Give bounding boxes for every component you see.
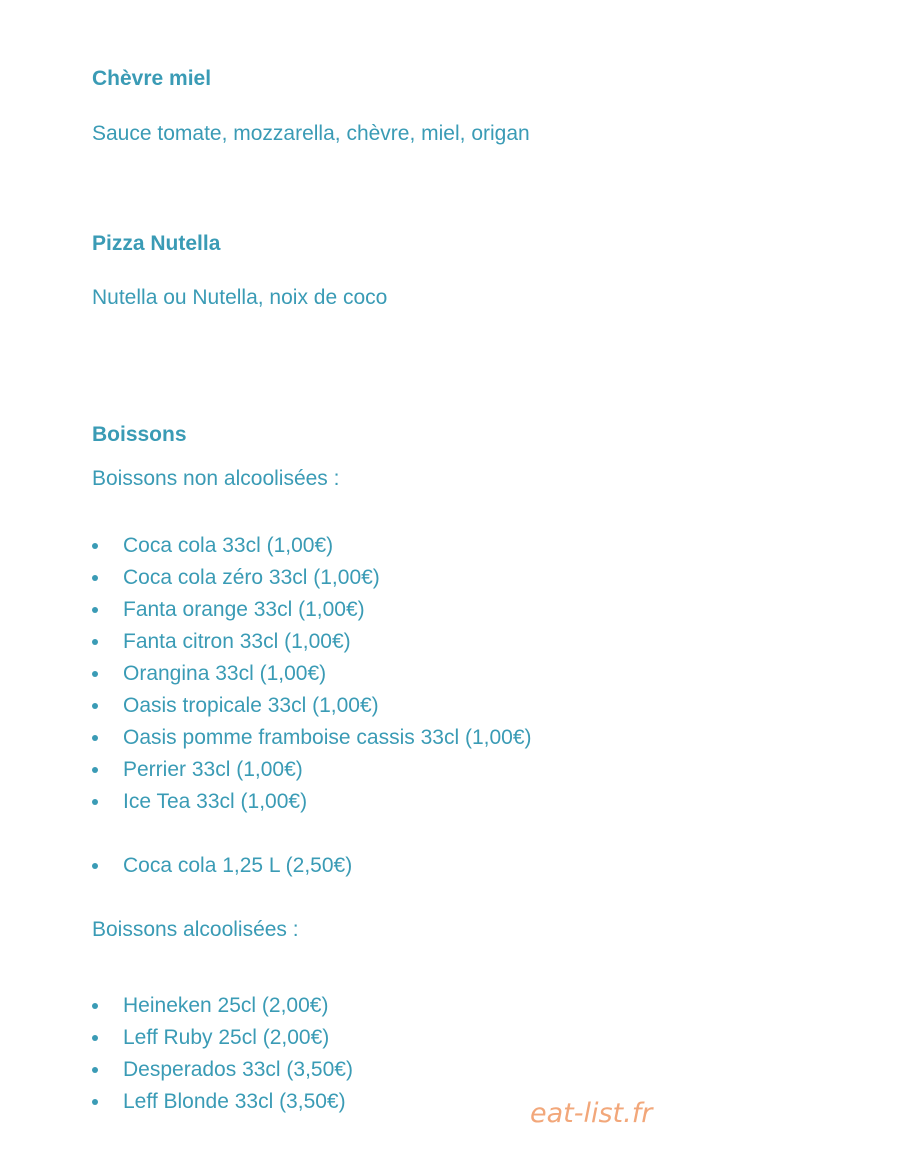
bullet-icon [92, 863, 98, 869]
list-item-label: Ice Tea 33cl (1,00€) [123, 790, 308, 813]
list-item [92, 786, 532, 818]
section-title-pizza-nutella: Pizza Nutella [92, 232, 221, 255]
list-item [92, 658, 532, 690]
list-item-label: Fanta citron 33cl (1,00€) [123, 630, 351, 653]
bullet-icon [92, 1067, 98, 1073]
bullet-icon [92, 1003, 98, 1009]
list-item-label: Oasis pomme framboise cassis 33cl (1,00€) [123, 726, 532, 749]
bullet-icon [92, 1099, 98, 1105]
section-title-chevre-miel: Chèvre miel [92, 67, 212, 90]
list-item [92, 1054, 353, 1086]
list-item-label: Coca cola 1,25 L (2,50€) [123, 854, 353, 877]
list-item-label: Fanta orange 33cl (1,00€) [123, 598, 365, 621]
section-description-chevre-miel: Sauce tomate, mozzarella, chèvre, miel, origan [92, 122, 530, 145]
list-item [92, 562, 532, 594]
list-item-label: Oasis tropicale 33cl (1,00€) [123, 694, 379, 717]
list-item-label: Desperados 33cl (3,50€) [123, 1058, 353, 1081]
bullet-icon [92, 639, 98, 645]
bullet-icon [92, 799, 98, 805]
list-item [92, 530, 532, 562]
bullet-icon [92, 607, 98, 613]
list-item [92, 594, 532, 626]
list-item-label: Perrier 33cl (1,00€) [123, 758, 303, 781]
non-alcoholic-label: Boissons non alcoolisées : [92, 467, 340, 490]
alcoholic-list [92, 990, 353, 1118]
section-title-boissons: Boissons [92, 423, 187, 446]
list-item [92, 990, 353, 1022]
list-item [92, 1022, 353, 1054]
list-item [92, 754, 532, 786]
list-item [92, 722, 532, 754]
bullet-icon [92, 735, 98, 741]
list-item [92, 626, 532, 658]
bullet-icon [92, 703, 98, 709]
list-item [92, 690, 532, 722]
list-item-label: Coca cola zéro 33cl (1,00€) [123, 566, 380, 589]
list-item [92, 850, 352, 882]
list-item-label: Coca cola 33cl (1,00€) [123, 534, 334, 557]
alcoholic-label: Boissons alcoolisées : [92, 918, 299, 941]
watermark-text: eat-list.fr [530, 1098, 653, 1129]
section-description-pizza-nutella: Nutella ou Nutella, noix de coco [92, 286, 388, 309]
list-item-label: Leff Blonde 33cl (3,50€) [123, 1090, 346, 1113]
large-format-list [92, 850, 352, 882]
bullet-icon [92, 671, 98, 677]
list-item-label: Heineken 25cl (2,00€) [123, 994, 329, 1017]
list-item [92, 1086, 353, 1118]
non-alcoholic-list [92, 530, 532, 818]
bullet-icon [92, 1035, 98, 1041]
list-item-label: Leff Ruby 25cl (2,00€) [123, 1026, 330, 1049]
bullet-icon [92, 767, 98, 773]
bullet-icon [92, 575, 98, 581]
bullet-icon [92, 543, 98, 549]
list-item-label: Orangina 33cl (1,00€) [123, 662, 327, 685]
